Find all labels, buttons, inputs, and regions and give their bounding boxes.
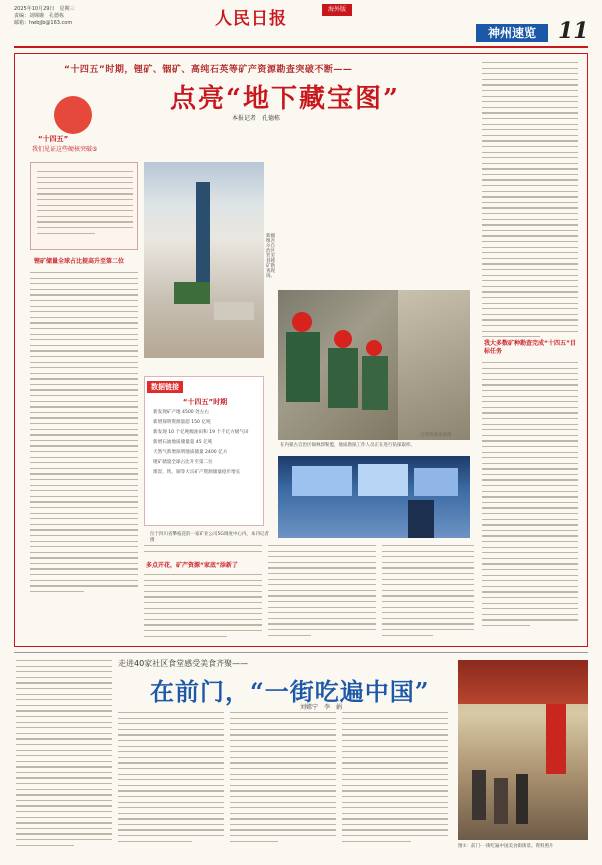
subhead-progress: 我大多数矿种勘查完成“十四五”目标任务	[484, 340, 576, 355]
screen-shape	[358, 464, 408, 496]
drill-rig-shape	[196, 182, 210, 292]
data-link-list	[153, 409, 261, 479]
editors: 责编：刘嫦娥 孔德栋	[14, 13, 65, 19]
caption-lithium-mine: 新疆维吾尔自治区若羌县锂矿勘查现场。	[266, 234, 275, 279]
subhead-lithium: 锂矿储量全球占比提高升至第二位	[34, 258, 125, 265]
rig-base-shape	[174, 282, 210, 304]
second-column-2	[118, 712, 224, 846]
data-item: 新发现 10 个亿吨级油田和 19 个千亿方级气田	[153, 430, 249, 435]
caption-qianmen: 图①：前门·一街吃遍中国美食街街景。资料照片	[458, 844, 554, 849]
worker-shape	[286, 332, 320, 402]
second-column-1	[16, 660, 112, 850]
lead-kicker: “十四五”时期，锂矿、铟矿、高纯石英等矿产资源勘查突破不断——	[64, 65, 353, 75]
column-3-text	[268, 545, 376, 640]
second-headline: 在前门，“一街吃遍中国”	[150, 677, 430, 706]
data-link-title: 数据链接	[147, 381, 183, 393]
subhead-new-finds: 多点开花，矿产资源“家底”添新了	[146, 562, 238, 569]
series-badge-title: “十四五”	[38, 135, 69, 143]
worker-shape	[328, 348, 358, 408]
worker-shape	[362, 356, 388, 410]
screen-shape	[292, 466, 352, 496]
photo-credit: 自然资源部供图	[420, 433, 452, 438]
data-item: 新增石油地质储量超 45 亿吨	[153, 440, 213, 445]
masthead	[0, 0, 602, 46]
qianmen-street-photo	[458, 660, 588, 840]
lead-headline: 点亮“地下藏宝图”	[170, 84, 400, 114]
helmet-shape	[292, 312, 312, 332]
column-5-text-top	[482, 62, 578, 342]
data-link-subtitle: “十四五”时期	[182, 398, 228, 406]
archway-shape	[458, 660, 588, 704]
intro-text	[37, 171, 133, 238]
column-5-text	[482, 362, 578, 631]
caption-field-workers: 在内蒙古自治区锡林郭勒盟，地质勘探工作人员正在进行钻探取样。	[280, 443, 415, 448]
column-2-text-top	[144, 545, 262, 556]
pedestrian-shape	[516, 774, 528, 824]
edition-seal: 海外版	[322, 4, 352, 16]
data-item: 天然气新增探明地质储量 2400 亿方	[153, 450, 228, 455]
rock-face-shape	[398, 290, 470, 440]
section-title: 神州速览	[476, 24, 548, 42]
column-1-text	[30, 272, 138, 596]
newspaper-logo: 人民日报	[215, 9, 287, 29]
story-separator	[14, 652, 588, 653]
screen-shape	[414, 468, 458, 496]
worker-shape	[408, 500, 434, 538]
data-item: 新发现矿产地 4500 处左右	[153, 410, 209, 415]
helmet-shape	[334, 330, 352, 348]
data-item: 锂矿储量全球占比升至第二位	[153, 460, 213, 465]
second-byline: 刘嫦宁 李 娟	[300, 704, 343, 711]
gear-icon	[54, 96, 92, 134]
lantern-sign-shape	[546, 704, 566, 774]
field-workers-photo	[278, 290, 470, 440]
email: 邮箱：hwbjjb@163.com	[14, 20, 73, 26]
data-link-panel	[144, 376, 264, 526]
caption-dispatch-center: 位于四川省攀枝花的一家矿业公司5G调度中心内。本刊记者摄	[150, 532, 269, 543]
page-number: 11	[558, 18, 589, 44]
helmet-shape	[366, 340, 382, 356]
data-item: 煤炭、铁、铜等大宗矿产资源储量稳步增长	[153, 470, 241, 475]
column-2-text	[144, 574, 262, 641]
lithium-mine-photo	[144, 162, 264, 358]
lead-byline: 本报记者 孔德栋	[232, 115, 281, 122]
column-4-text	[382, 545, 474, 640]
second-column-3	[230, 712, 336, 846]
pedestrian-shape	[494, 778, 508, 824]
masthead-rule	[14, 46, 588, 48]
ground-shape	[214, 302, 254, 320]
intro-box	[30, 162, 138, 250]
dispatch-center-photo	[278, 456, 470, 538]
issue-date: 2025年10月29日 星期三	[14, 6, 75, 12]
second-kicker: 走进40家社区食堂感受美食齐聚——	[118, 659, 249, 668]
series-badge	[30, 94, 116, 152]
second-column-4	[342, 712, 448, 846]
pedestrian-shape	[472, 770, 486, 820]
data-item: 新增探明资源量超 150 亿吨	[153, 420, 211, 425]
series-badge-subtitle: 我们见证这些硬核突破⑤	[32, 146, 98, 153]
